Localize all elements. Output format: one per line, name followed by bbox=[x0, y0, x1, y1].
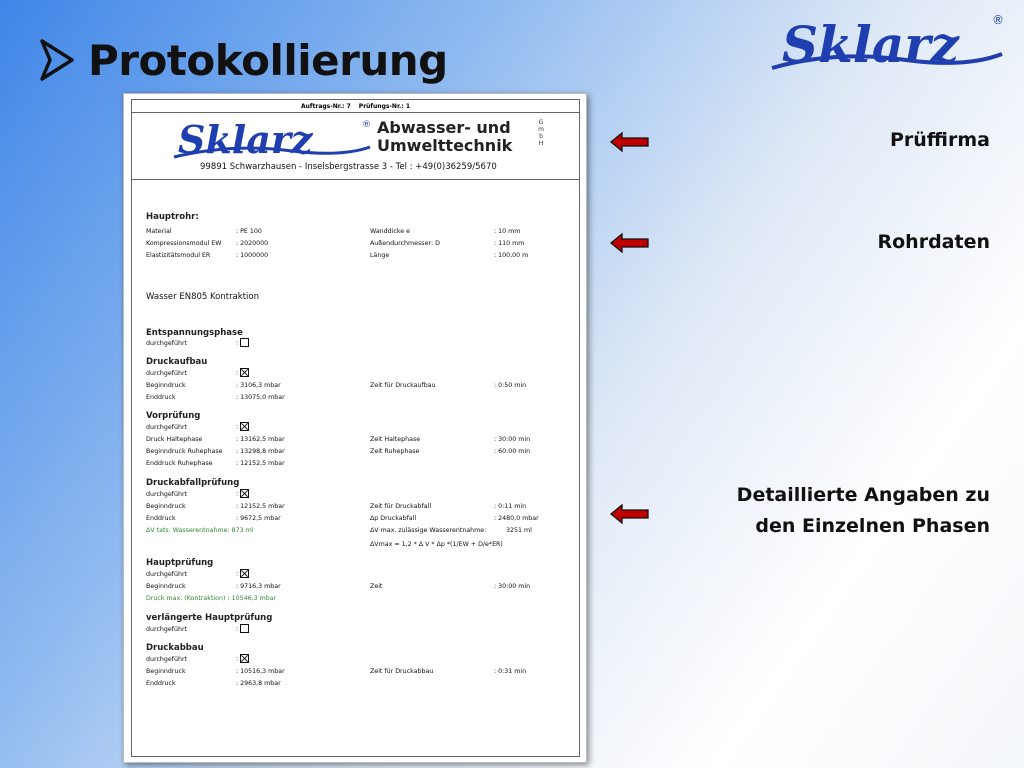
section-vorpruefung: Vorprüfung bbox=[146, 411, 201, 421]
kompr-value: : 2020000 bbox=[236, 240, 269, 247]
dab-beginn-value: : 10516,3 mbar bbox=[236, 668, 285, 675]
section-hauptpruefung: Hauptprüfung bbox=[146, 558, 214, 568]
da-durch-check bbox=[236, 368, 249, 377]
vp-durch-check bbox=[236, 422, 249, 431]
vp-eruhe-value: : 12152,5 mbar bbox=[236, 460, 285, 467]
colon: : bbox=[236, 570, 239, 578]
doc-registered-mark: ® bbox=[362, 120, 371, 130]
dab-end-value: : 2963,8 mbar bbox=[236, 680, 281, 687]
dab-durch-check bbox=[236, 654, 249, 663]
laenge-label: Länge bbox=[370, 252, 390, 259]
verl-durch-check bbox=[236, 624, 249, 633]
da-end-label: Enddruck bbox=[146, 394, 176, 401]
doc-company-logo bbox=[172, 117, 372, 165]
gmbh-b: b bbox=[539, 133, 543, 140]
registered-mark: ® bbox=[992, 13, 1004, 27]
label-detail bbox=[737, 480, 990, 542]
da-end-value: : 13075,0 mbar bbox=[236, 394, 285, 401]
dap-end-value: : 9672,5 mbar bbox=[236, 515, 281, 522]
elast-value: : 1000000 bbox=[236, 252, 269, 259]
vp-zhalte-value: : 30:00 min bbox=[494, 436, 531, 443]
vp-zruhe-value: : 60:00 min bbox=[494, 448, 531, 455]
kompr-label: Kompressionsmodul EW bbox=[146, 240, 222, 247]
company-line-1: Abwasser- und bbox=[377, 118, 511, 137]
section-hauptrohr: Hauptrohr: bbox=[146, 212, 199, 222]
left-arrow-icon bbox=[610, 232, 650, 254]
material-value: : PE 100 bbox=[236, 228, 262, 235]
left-arrow-icon bbox=[610, 131, 650, 153]
wanddicke-value: : 10 mm bbox=[494, 228, 521, 235]
dap-durch-check bbox=[236, 489, 249, 498]
hp-durch-label: durchgeführt bbox=[146, 571, 188, 578]
hp-beginn-value: : 9716,3 mbar bbox=[236, 583, 281, 590]
colon: : bbox=[236, 625, 239, 633]
gmbh-h: H bbox=[538, 140, 544, 147]
slide-title bbox=[40, 30, 448, 90]
da-beginn-label: Beginndruck bbox=[146, 382, 186, 389]
title-arrow-icon bbox=[40, 39, 74, 81]
checkbox-checked-icon bbox=[240, 368, 249, 377]
dab-end-label: Enddruck bbox=[146, 680, 176, 687]
section-entspannung: Entspannungsphase bbox=[146, 328, 243, 338]
medium-text: Wasser EN805 Kontraktion bbox=[146, 292, 259, 302]
checkbox-checked-icon bbox=[240, 654, 249, 663]
gmbh-g: G bbox=[538, 119, 544, 126]
vp-halte-label: Druck Haltephase bbox=[146, 436, 203, 443]
doc-top-bar bbox=[132, 100, 579, 113]
vp-bruhe-value: : 13298,8 mbar bbox=[236, 448, 285, 455]
vp-durch-label: durchgeführt bbox=[146, 424, 188, 431]
dap-zeit-value: : 0:11 min bbox=[494, 503, 527, 510]
hp-zeit-label: Zeit bbox=[370, 583, 383, 590]
dap-dp-value: : 2480,0 mbar bbox=[494, 515, 539, 522]
dvmax-formula: ΔVmax = 1,2 * Δ V * Δp *(1/EW + D/e*ER) bbox=[370, 541, 503, 548]
dab-zeit-label: Zeit für Druckabbau bbox=[370, 668, 434, 675]
section-druckaufbau: Druckaufbau bbox=[146, 357, 208, 367]
dap-dv-text: ΔV tats. Wasserentnahme: 873 ml bbox=[146, 527, 254, 534]
brand-logo-text: Sklarz bbox=[782, 15, 959, 74]
vp-eruhe-label: Enddruck Ruhephase bbox=[146, 460, 213, 467]
verl-durch-label: durchgeführt bbox=[146, 626, 188, 633]
dab-beginn-label: Beginndruck bbox=[146, 668, 186, 675]
checkbox-empty-icon bbox=[240, 624, 249, 633]
dab-durch-label: durchgeführt bbox=[146, 656, 188, 663]
hp-durch-check bbox=[236, 569, 249, 578]
colon: : bbox=[236, 369, 239, 377]
vp-zruhe-label: Zeit Ruhephase bbox=[370, 448, 420, 455]
company-address: 99891 Schwarzhausen - Inselsbergstrasse 3 - Tel : +49(0)36259/5670 bbox=[200, 162, 497, 172]
dap-beginn-value: : 12152,5 mbar bbox=[236, 503, 285, 510]
doc-logo-text: Sklarz bbox=[178, 117, 313, 162]
label-detail-line-1: Detaillierte Angaben zu bbox=[736, 484, 990, 506]
vp-zhalte-label: Zeit Haltephase bbox=[370, 436, 421, 443]
dap-end-label: Enddruck bbox=[146, 515, 176, 522]
da-durch-label: durchgeführt bbox=[146, 370, 188, 377]
protocol-document bbox=[123, 93, 587, 763]
checkbox-checked-icon bbox=[240, 489, 249, 498]
colon: : bbox=[236, 339, 239, 347]
colon: : bbox=[236, 423, 239, 431]
aussen-label: Außendurchmesser: D bbox=[370, 240, 440, 247]
dap-dvmax-value: 3251 ml bbox=[506, 527, 532, 534]
dap-dvmax-label: ΔV max. zulässige Wasserentnahme: bbox=[370, 527, 487, 534]
dap-beginn-label: Beginndruck bbox=[146, 503, 186, 510]
da-zeit-label: Zeit für Druckaufbau bbox=[370, 382, 436, 389]
colon: : bbox=[236, 655, 239, 663]
pruefungs-nr: Prüfungs-Nr.: 1 bbox=[358, 102, 411, 110]
colon: : bbox=[236, 490, 239, 498]
company-line-2: Umwelttechnik bbox=[377, 136, 513, 155]
checkbox-checked-icon bbox=[240, 569, 249, 578]
elast-label: Elastizitätsmodul ER bbox=[146, 252, 211, 259]
hp-max-text: Druck max. (Kontraktion) : 10546,3 mbar bbox=[146, 595, 277, 602]
brand-logo bbox=[766, 10, 1006, 80]
company-name bbox=[377, 119, 512, 155]
wanddicke-label: Wanddicke e bbox=[370, 228, 411, 235]
left-arrow-icon bbox=[610, 503, 650, 525]
doc-header bbox=[132, 113, 579, 180]
dap-durch-label: durchgeführt bbox=[146, 491, 188, 498]
checkbox-checked-icon bbox=[240, 422, 249, 431]
ent-durch-check bbox=[236, 338, 249, 347]
dap-dp-label: Δp Druckabfall bbox=[370, 515, 417, 522]
label-rohrdaten: Rohrdaten bbox=[877, 231, 990, 253]
vp-bruhe-label: Beginndruck Ruhephase bbox=[146, 448, 223, 455]
ent-durch-label: durchgeführt bbox=[146, 340, 188, 347]
da-zeit-value: : 0:50 min bbox=[494, 382, 527, 389]
auftrag-nr: Auftrags-Nr.: 7 bbox=[300, 102, 351, 110]
material-label: Material bbox=[146, 228, 172, 235]
dab-zeit-value: : 0:31 min bbox=[494, 668, 527, 675]
laenge-value: : 100,00 m bbox=[494, 252, 529, 259]
section-verlaengerte: verlängerte Hauptprüfung bbox=[146, 613, 273, 623]
aussen-value: : 110 mm bbox=[494, 240, 525, 247]
hp-beginn-label: Beginndruck bbox=[146, 583, 186, 590]
gmbh-vertical bbox=[537, 119, 545, 147]
section-druckabbau: Druckabbau bbox=[146, 643, 204, 653]
slide-title-text: Protokollierung bbox=[88, 35, 448, 85]
dap-zeit-label: Zeit für Druckabfall bbox=[370, 503, 432, 510]
vp-halte-value: : 13162,5 mbar bbox=[236, 436, 285, 443]
hp-zeit-value: : 30:00 min bbox=[494, 583, 531, 590]
da-beginn-value: : 3106,3 mbar bbox=[236, 382, 281, 389]
checkbox-empty-icon bbox=[240, 338, 249, 347]
label-pruefirma: Prüffirma bbox=[889, 129, 990, 151]
section-druckabfall: Druckabfallprüfung bbox=[146, 478, 240, 488]
label-detail-line-2: den Einzelnen Phasen bbox=[755, 515, 990, 537]
gmbh-m: m bbox=[538, 126, 544, 133]
